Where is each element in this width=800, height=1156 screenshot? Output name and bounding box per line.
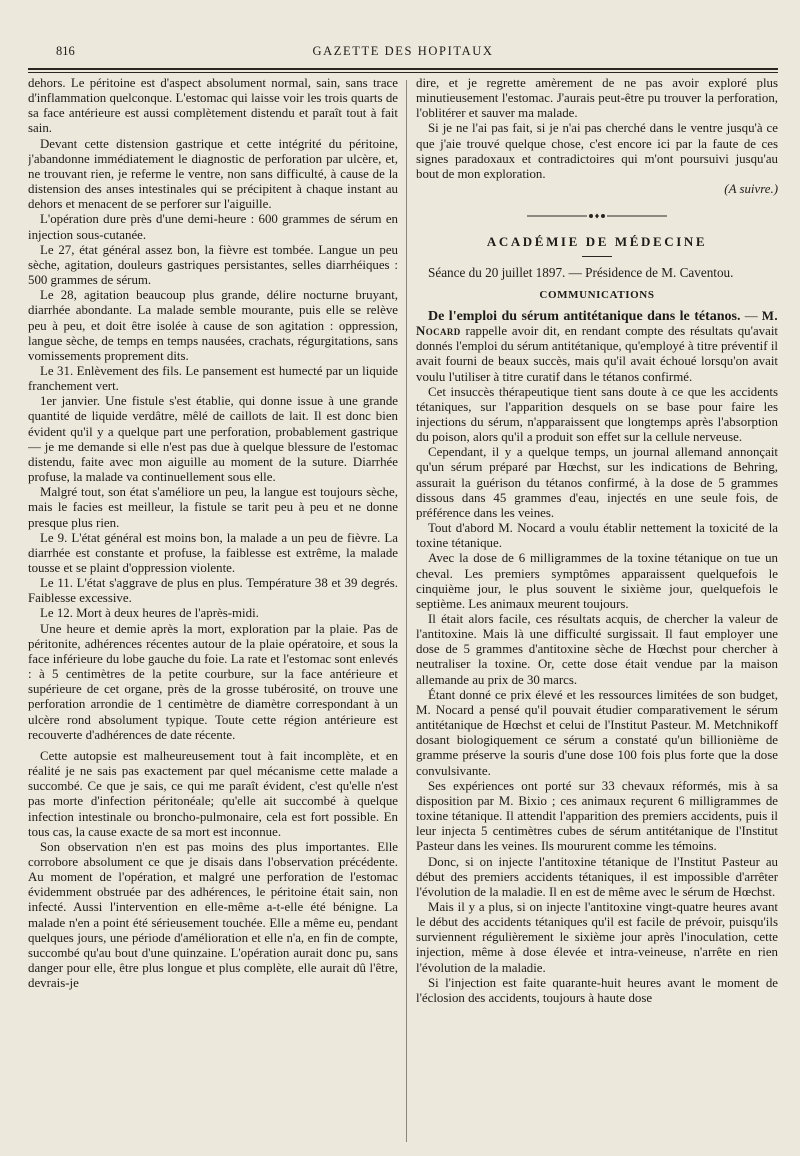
paragraph: Devant cette distension gastrique et cette intégrité du péritoine, j'abandonne immédiatement le diagnostic de perforation par ulcère, et, ne trouvant rien, je referme le ventre, non sans difficulté, à cause de la distension des anses intestinales qui se précipitent à chaque instant au dehors et menacent de se perforer sur l'aiguille. (28, 136, 398, 212)
paragraph: Ses expériences ont porté sur 33 chevaux réformés, mis à sa disposition par M. Bixio ; ces animaux reçurent 6 milligrammes de toxine tétanique. Il attendit l'apparition des premiers accidents, puis il leur injecta 5 centimètres cubes de sérum antitétanique de l'Institut Pasteur dans les veines. Ils moururent comme les témoins. (416, 778, 778, 854)
paragraph: Malgré tout, son état s'améliore un peu, la langue est toujours sèche, mais le facies est meilleur, la fistule se tarit peu à peu et ne donne presque plus rien. (28, 485, 398, 530)
paragraph: Le 9. L'état général est moins bon, la malade a un peu de fièvre. La diarrhée est constante et profuse, la faiblesse est extrême, la malade tousse et se plaint d'oppression violente. (28, 530, 398, 575)
article-lead: rappelle avoir dit, en rendant compte des résultats qu'avait donnés l'emploi du sérum antitétanique, qu'employé à titre préventif il avait fourni de beaux succès, mais qu'il avait échoué lorsqu'on avait voulu l'utiliser à titre curatif dans le tétanos confirmé. (416, 324, 778, 384)
header-rule (28, 68, 778, 70)
paragraph: Le 11. L'état s'aggrave de plus en plus. Température 38 et 39 degrés. Faiblesse excessive. (28, 576, 398, 606)
left-column (28, 76, 398, 1146)
paragraph: Tout d'abord M. Nocard a voulu établir nettement la toxicité de la toxine tétanique. (416, 521, 778, 551)
paragraph: Cette autopsie est malheureusement tout à fait incomplète, et en réalité je ne sais pas exactement par quel mécanisme cette malade a succombé. Ce que je sais, ce qui me paraît évident, c'est qu'elle n'est pas morte d'infection péritonéale; qu'elle ait succombé à quelque infection intestinale ou broncho-pulmonaire, cela est fort possible. En tous cas, la cause exacte de sa mort est inconnue. (28, 748, 398, 839)
article-author: M. Nocard (416, 308, 778, 339)
column-divider (406, 80, 407, 1142)
to-be-continued: (A suivre.) (724, 182, 778, 197)
paragraph: Cependant, il y a quelque temps, un journal allemand annonçait qu'un sérum préparé par Hœchst, sur les indications de Behring, assurait la guérison du tétanos confirmé, à la dose de 5 grammes dissous dans 45 grammes d'eau, injectés en une seule fois, de préférence dans les veines. (416, 445, 778, 520)
header-rule-thin (28, 72, 778, 73)
paragraph: Si je ne l'ai pas fait, si je n'ai pas cherché dans le ventre jusqu'à ce que j'aie trouvé quelque chose, c'est encore ici par la faute de ces signes paradoxaux et contradictoires qui m'ont poursuivi jusqu'au bout de mon exploration. (416, 121, 778, 181)
paragraph: Une heure et demie après la mort, exploration par la plaie. Pas de péritonite, adhérences récentes autour de la plaie opératoire, et sous la face inférieure du lobe gauche du foie. La rate et l'estomac sont enlevés : à 5 centimètres de la petite courbure, sur la face antérieure et supérieure de cet organe, près de la grosse tubérosité, on trouve une perforation arrondie de 1 centimètre de diamètre correspondant à un ulcère rond absolument typique. Toute cette région antérieure est recouverte d'adhérences de date récente. (28, 621, 398, 742)
paragraph: Avec la dose de 6 milligrammes de la toxine tétanique on tue un cheval. Les premiers symptômes apparaissent quelquefois le cinquième jour, le plus souvent le sixième jour, quelquefois le septième. Les animaux meurent toujours. (416, 551, 778, 611)
paragraph: Son observation n'en est pas moins des plus importantes. Elle corrobore absolument ce que je disais dans l'observation précédente. Au moment de l'opération, et malgré une perforation de l'estomac évidemment obstruée par des adhérences, le péritoine était sain, non infecté. Aussi l'intervention en elle-même a-t-elle été bénigne. La malade n'en a point été sérieusement touchée. Elle a même eu, pendant quelques jours, une période d'amélioration et elle n'a, en fin de compte, succombé qu'au bout d'une quinzaine. L'opération aurait donc pu, sans danger pour elle, être plus longue et plus complète, elle aurait dû l'être, devrais-je (28, 839, 398, 991)
article-title: De l'emploi du sérum antitétanique dans le tétanos. (428, 308, 741, 324)
page-header (28, 44, 778, 64)
paragraph: Il était alors facile, ces résultats acquis, de chercher la valeur de l'antitoxine. Mais là une difficulté surgissait. Il faut employer une dose de 5 grammes d'antitoxine sèche de Hœchst pour chercher à neutraliser la toxine. Or, cette dose était vendue par la maison allemande au prix de 30 marcs. (416, 612, 778, 687)
paragraph: Étant donné ce prix élevé et les ressources limitées de son budget, M. Nocard a pensé qu'il pouvait étudier comparativement le sérum antitétanique de Hœchst et celui de l'Institut Pasteur. M. Metchnikoff dosant biologiquement ce sérum a constaté qu'un billionième de gramme préserve la souris d'une dose 100 fois plus forte que la dose convulsivante. (416, 687, 778, 778)
paragraph: dire, et je regrette amèrement de ne pas avoir exploré plus minutieusement l'estomac. J'aurais peut-être pu trouver la perforation, l'oblitérer et sauver ma malade. (416, 76, 778, 121)
running-title: GAZETTE DES HOPITAUX (312, 44, 494, 58)
paragraph: Le 12. Mort à deux heures de l'après-midi. (40, 606, 259, 621)
session-line: Séance du 20 juillet 1897. — Présidence de M. Caventou. (428, 264, 734, 280)
right-column (416, 76, 778, 1146)
paragraph: Si l'injection est faite quarante-huit heures avant le moment de l'éclosion des accidents, toujours à haute dose (416, 975, 778, 1005)
ornament-rule-icon (527, 212, 667, 220)
page-number: 816 (56, 44, 75, 58)
paragraph: Cet insuccès thérapeutique tient sans doute à ce que les accidents tétaniques, sur l'apparition desquels on se base pour faire les injections du sérum, n'apparaissent que longtemps après l'absorption du poison, alors qu'il a produit son effet sur la cellule nerveuse. (416, 384, 778, 445)
paragraph: Le 31. Enlèvement des fils. Le pansement est humecté par un liquide franchement vert. (28, 363, 398, 394)
paragraph: Le 27, état général assez bon, la fièvre est tombée. Langue un peu sèche, agitation, douleurs gastriques persistantes, selles diarrhéiques : 500 grammes de sérum. (28, 242, 398, 288)
section-title: ACADÉMIE DE MÉDECINE (486, 234, 708, 250)
paragraph: L'opération dure près d'une demi-heure : 600 grammes de sérum en injection sous-cutanée. (28, 212, 398, 242)
ornament-divider (416, 209, 778, 224)
paragraph: Mais il y a plus, si on injecte l'antitoxine vingt-quatre heures avant le début des accidents tétaniques qu'il est facile de prévoir, puisqu'ils surviennent régulièrement le sixième jour après l'inoculation, cette injection, même à dose élevée et intra-veineuse, n'arrête en rien l'évolution de la maladie. (416, 899, 778, 975)
section-rule (582, 256, 612, 257)
article-lead-paragraph (416, 309, 778, 385)
article-dash: — (740, 308, 762, 323)
paragraph: 1er janvier. Une fistule s'est établie, qui donne issue à une grande quantité de liquide verdâtre, mêlé de caillots de lait. Il est donc bien évident qu'il y a quelque part une perforation, probablement gastrique — je me demande si elle n'est pas due à quelque blessure de l'estomac distendu, faite avec mon aiguille au moment de la suture. Diarrhée profuse, la malade va continuellement sous elle. (28, 394, 398, 485)
paragraph: Le 28, agitation beaucoup plus grande, délire nocturne bruyant, diarrhée abondante. La malade semble mourante, puis elle se relève peu à peu, et doit être isolée à cause de son agitation : oppression, langue sèche, de temps en temps nausées, crachats, régurgitations, sans vomissements proprement dits. (28, 288, 398, 363)
paragraph: Donc, si on injecte l'antitoxine tétanique de l'Institut Pasteur au début des premiers accidents tétaniques, il est impossible d'arrêter l'évolution de la maladie. Il en est de même avec le sérum de Hœchst. (416, 854, 778, 899)
paragraph: dehors. Le péritoine est d'aspect absolument normal, sain, sans trace d'inflammation quelconque. L'estomac qui laisse voir les trois quarts de sa face antérieure est aussi complètement distendu et paraît tout à fait sain. (28, 76, 398, 136)
subheading: COMMUNICATIONS (539, 288, 655, 301)
